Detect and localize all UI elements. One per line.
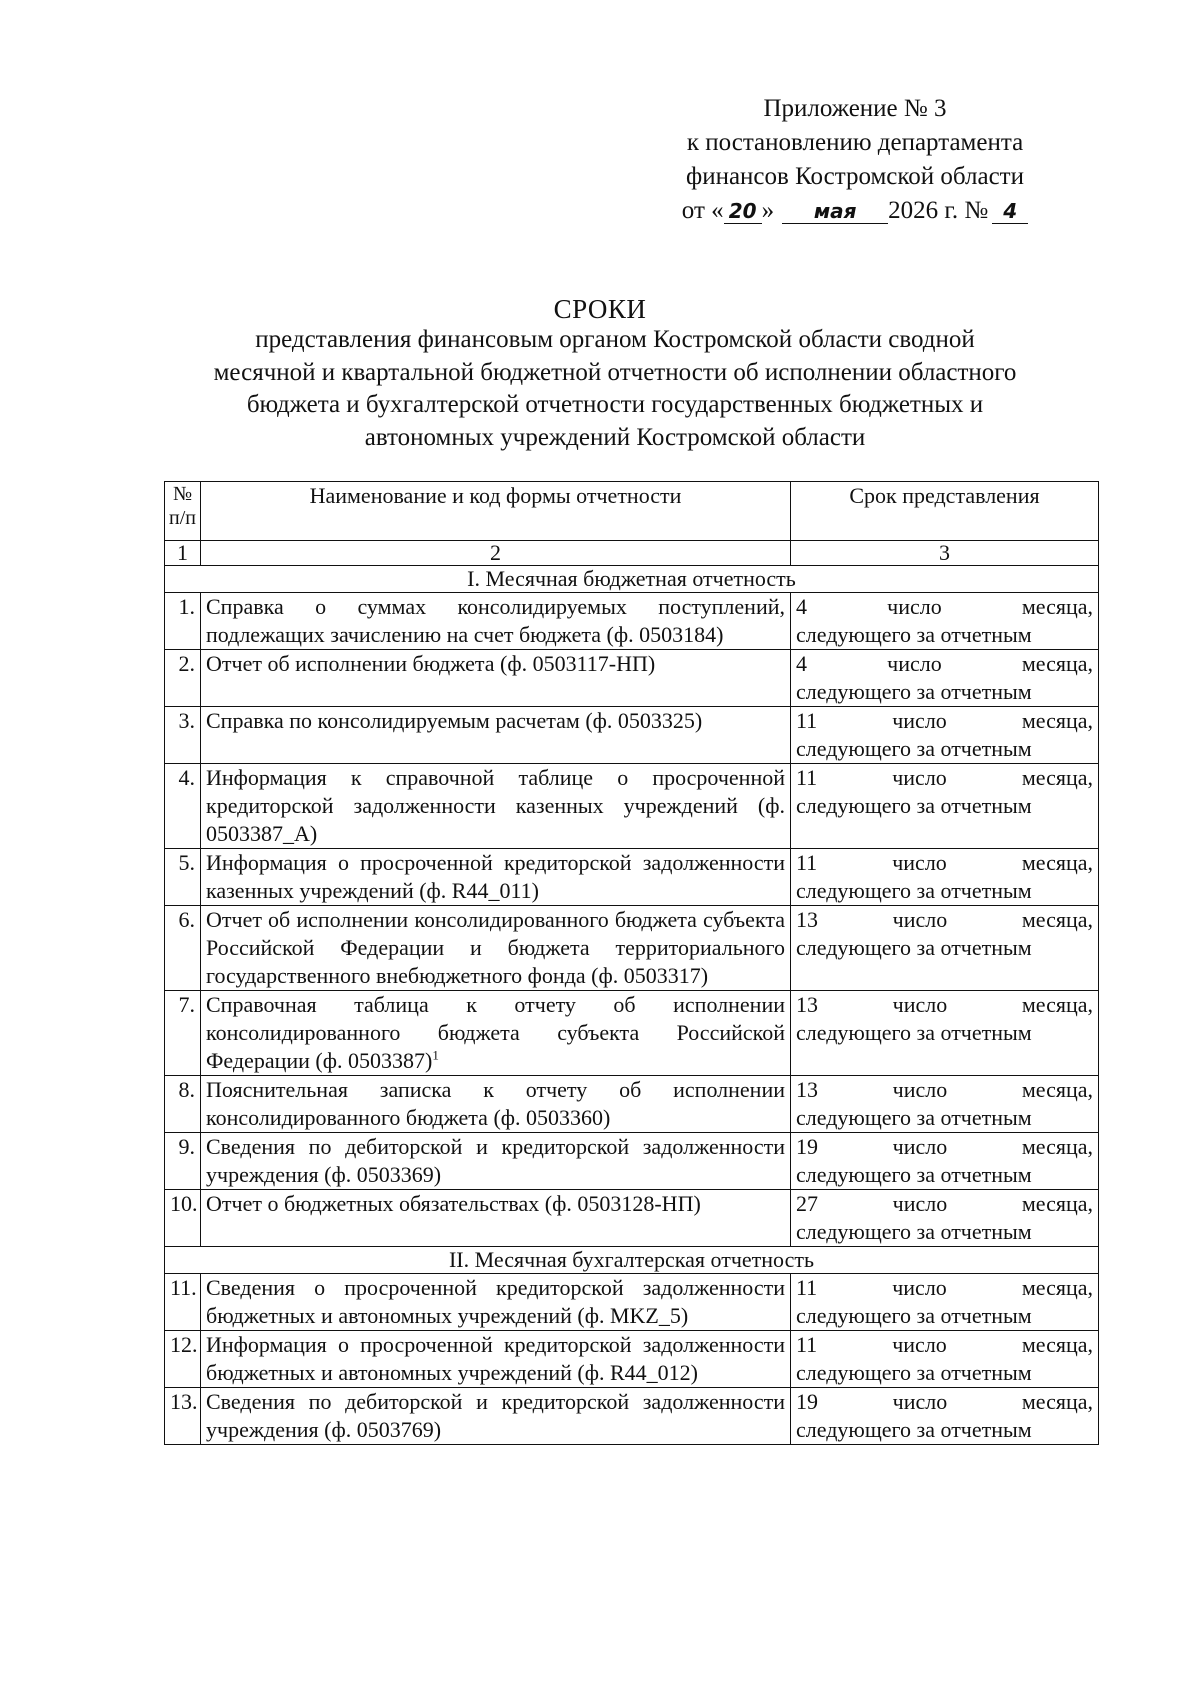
form-name-cell (201, 1331, 791, 1388)
row-number: 9. (165, 1133, 201, 1190)
deadline-word-number: число (892, 1191, 948, 1216)
date-mid: » (761, 197, 775, 224)
form-name-cell (201, 991, 791, 1076)
column-index: 1 (165, 541, 201, 566)
deadline-line-2: следующего за отчетным (796, 622, 1032, 647)
table-row (165, 764, 1099, 849)
deadline-day: 4 (796, 594, 807, 619)
column-index-row (165, 541, 1099, 566)
form-name-cell (201, 707, 791, 764)
deadline-day: 11 (796, 850, 818, 875)
deadline-word-month: месяца, (1021, 907, 1093, 932)
row-number: 7. (165, 991, 201, 1076)
table-row (165, 650, 1099, 707)
appendix-line-3: финансов Костромской области (686, 163, 1024, 190)
deadline-day: 11 (796, 1332, 818, 1357)
deadline-line-2: следующего за отчетным (796, 935, 1032, 960)
form-name: Отчет о бюджетных обязательствах (ф. 0503128-НП) (206, 1191, 701, 1216)
deadline-cell (791, 1190, 1099, 1247)
footnote-mark: 1 (432, 1047, 439, 1063)
deadline-line-2: следующего за отчетным (796, 1162, 1032, 1187)
deadline-line-1 (796, 1274, 1093, 1302)
deadline-day: 19 (796, 1389, 818, 1414)
deadline-day: 4 (796, 651, 807, 676)
deadline-day: 19 (796, 1134, 818, 1159)
deadline-word-month: месяца, (1021, 651, 1093, 676)
deadline-line-2: следующего за отчетным (796, 1020, 1032, 1045)
row-number: 2. (165, 650, 201, 707)
section-row (165, 566, 1099, 593)
deadline-line-1 (796, 1190, 1093, 1218)
deadline-line-1 (796, 849, 1093, 877)
form-name-cell (201, 849, 791, 906)
row-number: 3. (165, 707, 201, 764)
form-name: Справка по консолидируемым расчетам (ф. 0503325) (206, 708, 703, 733)
row-number: 10. (165, 1190, 201, 1247)
table-row (165, 1190, 1099, 1247)
table-row (165, 906, 1099, 991)
table-body (165, 566, 1099, 1445)
form-name-cell (201, 764, 791, 849)
deadline-word-number: число (892, 907, 948, 932)
deadline-word-number: число (892, 1389, 948, 1414)
deadline-line-2: следующего за отчетным (796, 679, 1032, 704)
deadline-cell (791, 991, 1099, 1076)
deadline-word-number: число (887, 594, 942, 619)
table-row (165, 1274, 1099, 1331)
deadline-word-month: месяца, (1021, 1389, 1093, 1414)
date-year: 2026 г. № (888, 197, 989, 224)
form-name: Пояснительная записка к отчету об исполнении консолидированного бюджета (ф. 0503360) (206, 1077, 785, 1130)
form-name-cell (201, 1190, 791, 1247)
deadline-day: 13 (796, 1077, 818, 1102)
deadline-line-1 (796, 650, 1093, 678)
deadline-word-month: месяца, (1021, 850, 1093, 875)
section-row (165, 1247, 1099, 1274)
deadline-word-month: месяца, (1021, 1275, 1093, 1300)
deadline-cell (791, 593, 1099, 650)
deadline-word-number: число (892, 708, 947, 733)
deadline-day: 11 (796, 708, 818, 733)
form-name: Отчет об исполнении консолидированного бюджета субъекта Российской Федерации и бюджета территориального государственного внебюджетного фонда (ф. 0503317) (206, 907, 785, 988)
form-name-cell (201, 1133, 791, 1190)
form-name-cell (201, 1274, 791, 1331)
appendix-date-line (620, 194, 1090, 228)
deadline-word-month: месяца, (1021, 992, 1093, 1017)
deadline-cell (791, 849, 1099, 906)
deadline-word-number: число (892, 1077, 948, 1102)
deadline-day: 27 (796, 1191, 818, 1216)
deadline-word-number: число (892, 1332, 947, 1357)
deadline-line-1 (796, 593, 1093, 621)
table-row (165, 1076, 1099, 1133)
deadline-day: 13 (796, 907, 818, 932)
deadline-line-1 (796, 1388, 1093, 1416)
form-name: Сведения о просроченной кредиторской задолженности бюджетных и автономных учреждений (ф. MKZ_5) (206, 1275, 785, 1328)
subtitle-line: бюджета и бухгалтерской отчетности государственных бюджетных и (246, 391, 984, 418)
table-row (165, 1133, 1099, 1190)
appendix-header (620, 92, 1090, 228)
deadline-word-number: число (892, 765, 947, 790)
deadline-cell (791, 707, 1099, 764)
deadline-day: 11 (796, 765, 818, 790)
deadline-word-number: число (887, 651, 942, 676)
row-number: 12. (165, 1331, 201, 1388)
subtitle-line: автономных учреждений Костромской области (364, 423, 866, 451)
deadline-day: 13 (796, 992, 818, 1017)
form-name-cell (201, 593, 791, 650)
deadline-line-1 (796, 991, 1093, 1019)
form-name: Справочная таблица к отчету об исполнении консолидированного бюджета субъекта Российской Федерации (ф. 0503387) (206, 992, 785, 1073)
table-row (165, 707, 1099, 764)
document-subtitle (140, 324, 1090, 454)
deadline-line-1 (796, 906, 1093, 934)
deadline-day: 11 (796, 1275, 818, 1300)
form-name-cell (201, 906, 791, 991)
deadline-line-2: следующего за отчетным (796, 1303, 1032, 1328)
deadline-line-1 (796, 1133, 1093, 1161)
section-title: II. Месячная бухгалтерская отчетность (165, 1247, 1099, 1274)
deadline-cell (791, 1331, 1099, 1388)
subtitle-line: месячной и квартальной бюджетной отчетности об исполнении областного (213, 358, 1017, 386)
deadline-cell (791, 1388, 1099, 1445)
section-title: I. Месячная бюджетная отчетность (165, 566, 1099, 593)
row-number: 6. (165, 906, 201, 991)
form-name: Информация к справочной таблице о просроченной кредиторской задолженности казенных учреждений (ф. 0503387_А) (206, 765, 785, 846)
form-name: Сведения по дебиторской и кредиторской задолженности учреждения (ф. 0503769) (206, 1389, 785, 1442)
form-name: Отчет об исполнении бюджета (ф. 0503117-НП) (206, 651, 656, 676)
header-form-name: Наименование и код формы отчетности (201, 482, 791, 541)
form-name-cell (201, 1388, 791, 1445)
deadline-cell (791, 1076, 1099, 1133)
deadline-line-2: следующего за отчетным (796, 736, 1032, 761)
column-index: 3 (791, 541, 1099, 566)
row-number: 8. (165, 1076, 201, 1133)
row-number: 4. (165, 764, 201, 849)
deadline-cell (791, 1133, 1099, 1190)
deadline-cell (791, 650, 1099, 707)
deadline-word-number: число (892, 1134, 948, 1159)
deadline-word-number: число (892, 1275, 947, 1300)
deadline-line-2: следующего за отчетным (796, 1360, 1032, 1385)
deadline-word-month: месяца, (1021, 1191, 1093, 1216)
appendix-line-2: к постановлению департамента (686, 129, 1024, 156)
form-name: Сведения по дебиторской и кредиторской задолженности учреждения (ф. 0503369) (206, 1134, 785, 1187)
document-number-handwritten: 4 (992, 199, 1028, 224)
deadline-word-month: месяца, (1021, 1077, 1093, 1102)
deadline-cell (791, 764, 1099, 849)
form-name-cell (201, 650, 791, 707)
date-prefix: от « (681, 197, 724, 224)
document-title: СРОКИ (553, 294, 647, 324)
table-row (165, 849, 1099, 906)
date-day-handwritten: 20 (724, 199, 762, 224)
form-name: Справка о суммах консолидируемых поступлений, подлежащих зачислению на счет бюджета (ф. 0503184) (206, 594, 785, 647)
deadline-cell (791, 906, 1099, 991)
column-index: 2 (201, 541, 791, 566)
deadline-line-1 (796, 707, 1093, 735)
deadline-word-month: месяца, (1021, 765, 1093, 790)
form-name-cell (201, 1076, 791, 1133)
deadline-word-number: число (892, 850, 947, 875)
table-header-row (165, 482, 1099, 541)
header-deadline: Срок представления (791, 482, 1099, 541)
row-number: 5. (165, 849, 201, 906)
appendix-line-1: Приложение № 3 (763, 95, 947, 122)
deadline-line-2: следующего за отчетным (796, 1105, 1032, 1130)
deadline-line-1 (796, 1331, 1093, 1359)
row-number: 1. (165, 593, 201, 650)
date-month-handwritten: мая (782, 199, 888, 224)
deadline-word-number: число (892, 992, 948, 1017)
deadline-word-month: месяца, (1021, 1134, 1093, 1159)
reporting-deadlines-table (164, 481, 1099, 1445)
deadline-word-month: месяца, (1021, 594, 1093, 619)
table-row (165, 991, 1099, 1076)
header-number: № п/п (165, 482, 201, 541)
deadline-line-2: следующего за отчетным (796, 793, 1032, 818)
deadline-word-month: месяца, (1021, 1332, 1093, 1357)
deadline-line-2: следующего за отчетным (796, 1219, 1032, 1244)
deadline-word-month: месяца, (1021, 708, 1093, 733)
deadline-cell (791, 1274, 1099, 1331)
deadline-line-1 (796, 1076, 1093, 1104)
table-row (165, 1388, 1099, 1445)
row-number: 13. (165, 1388, 201, 1445)
form-name: Информация о просроченной кредиторской задолженности бюджетных и автономных учреждений (ф. R44_012) (206, 1332, 785, 1385)
deadline-line-2: следующего за отчетным (796, 1417, 1032, 1442)
row-number: 11. (165, 1274, 201, 1331)
form-name: Информация о просроченной кредиторской задолженности казенных учреждений (ф. R44_011) (206, 850, 785, 903)
table-row (165, 1331, 1099, 1388)
table-row (165, 593, 1099, 650)
subtitle-line: представления финансовым органом Костромской области сводной (255, 326, 975, 353)
deadline-line-2: следующего за отчетным (796, 878, 1032, 903)
deadline-line-1 (796, 764, 1093, 792)
